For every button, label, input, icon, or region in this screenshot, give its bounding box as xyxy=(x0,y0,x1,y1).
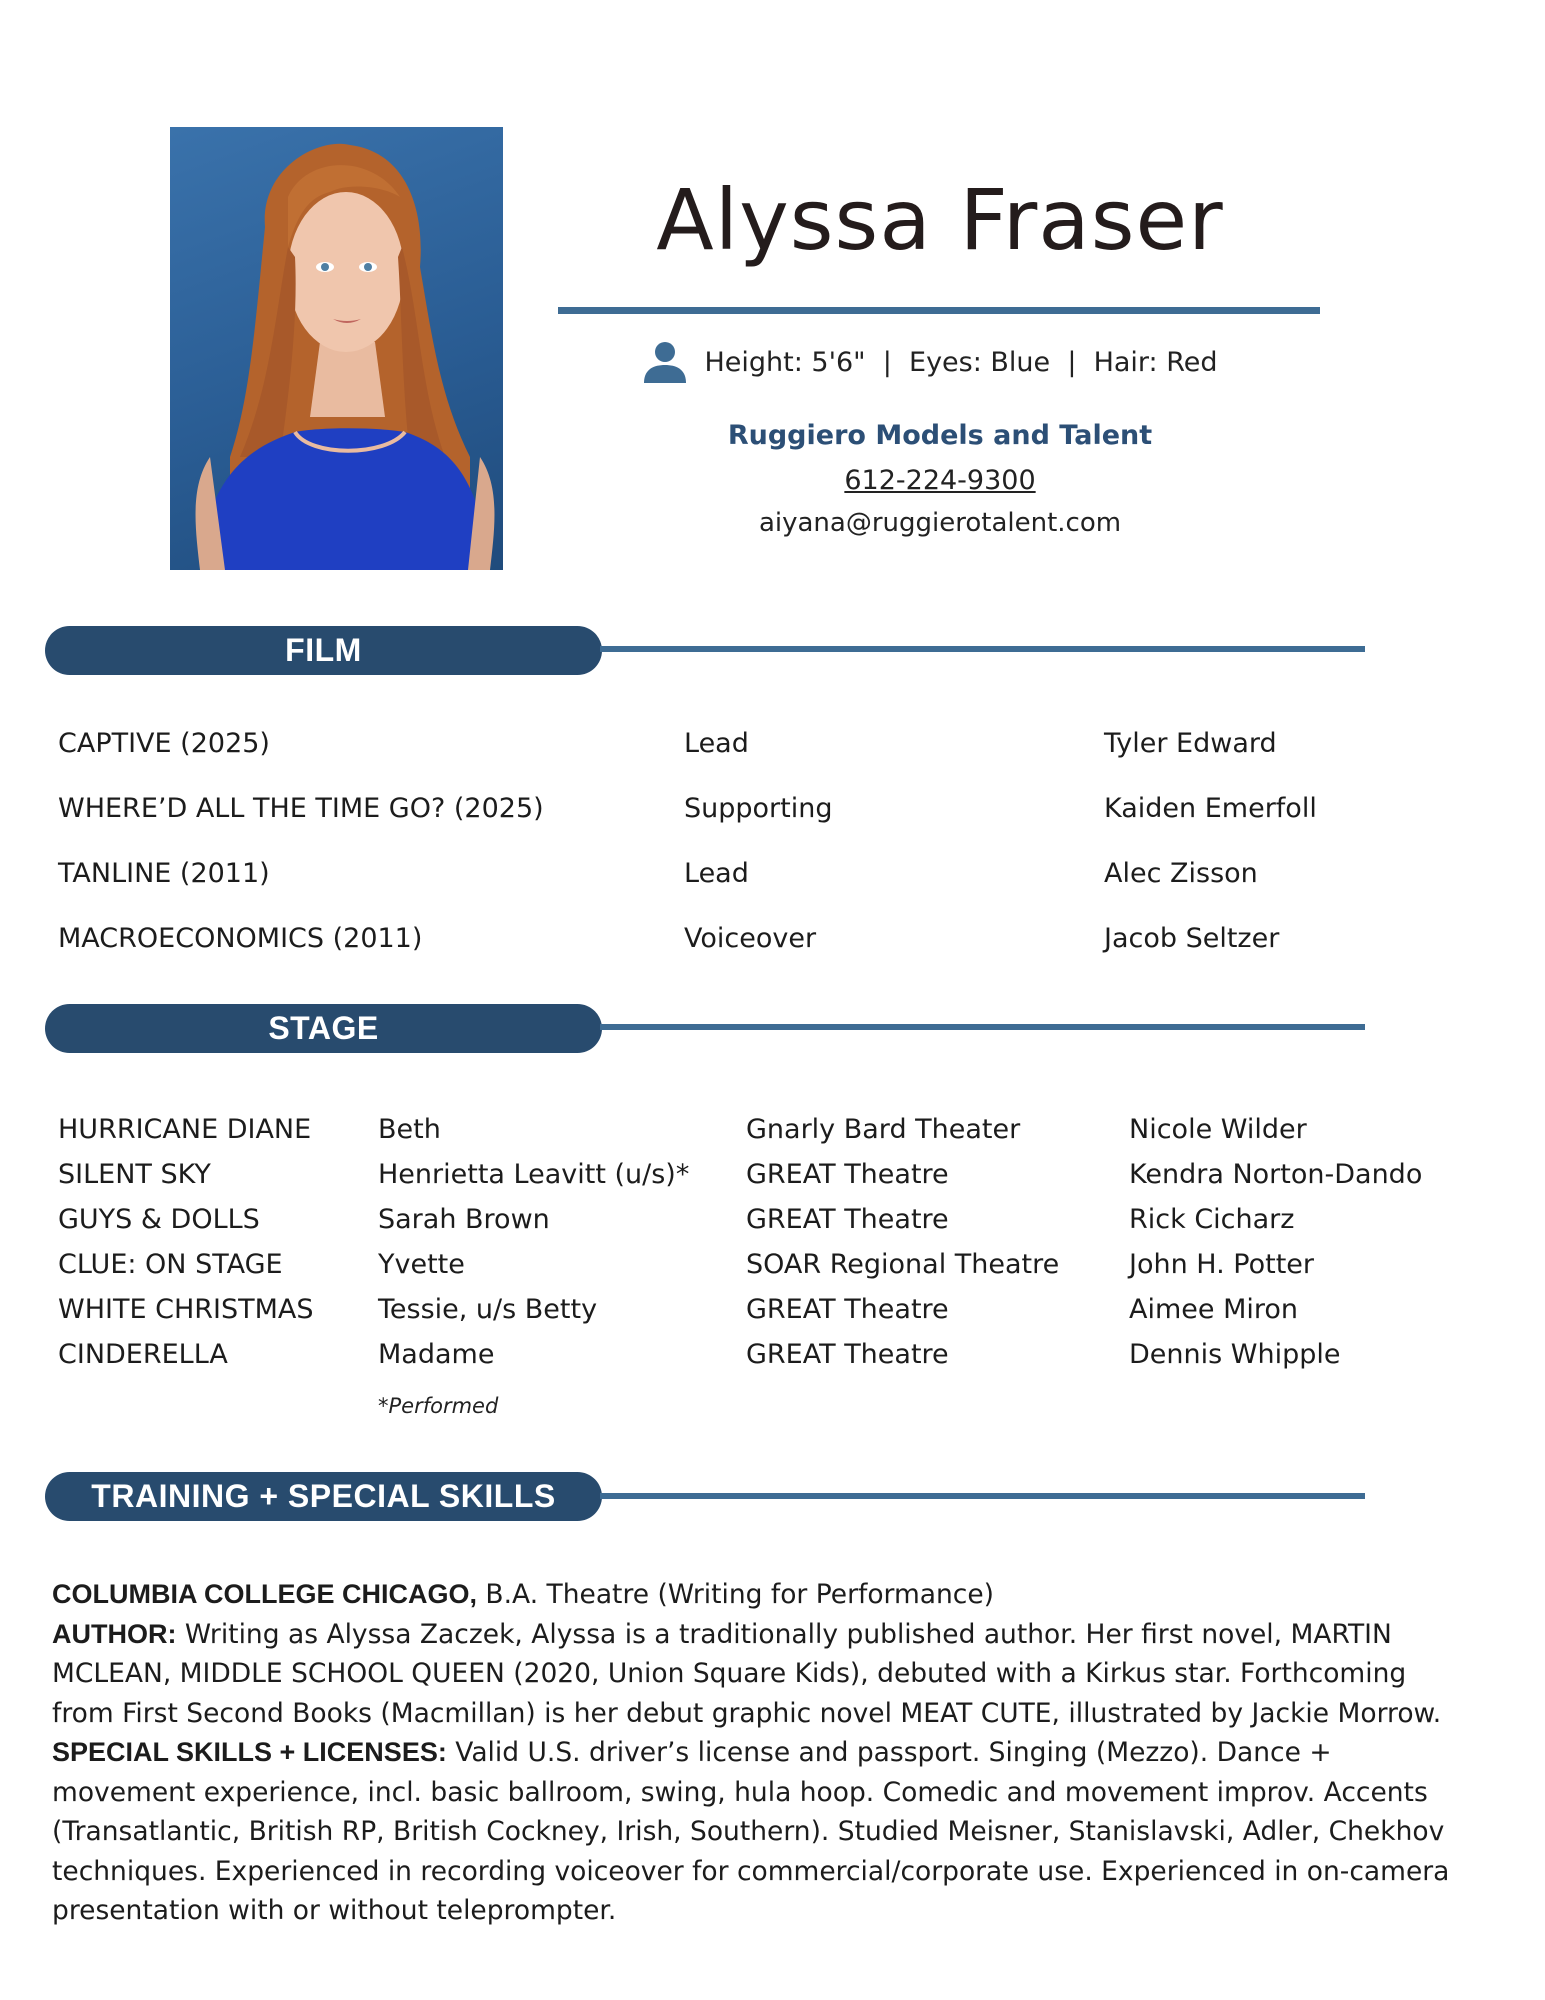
stage-role: Tessie, u/s Betty xyxy=(378,1294,598,1325)
stage-director: Dennis Whipple xyxy=(1129,1339,1341,1370)
performed-note: *Performed xyxy=(378,1394,499,1418)
stage-role: Sarah Brown xyxy=(378,1204,550,1235)
stage-title: CLUE: ON STAGE xyxy=(58,1249,283,1280)
stage-title: GUYS & DOLLS xyxy=(58,1204,260,1235)
section-header-stage: STAGE xyxy=(45,1004,602,1053)
film-title: CAPTIVE (2025) xyxy=(58,728,270,759)
stats-text: Height: 5'6" | Eyes: Blue | Hair: Red xyxy=(704,346,1218,378)
stage-theater: GREAT Theatre xyxy=(746,1294,949,1325)
film-title: TANLINE (2011) xyxy=(58,858,270,889)
skills-paragraph xyxy=(52,1733,1452,1931)
section-divider-training xyxy=(600,1493,1365,1499)
stage-director: Rick Cicharz xyxy=(1129,1204,1295,1235)
stage-role: Henrietta Leavitt (u/s)* xyxy=(378,1159,690,1190)
stage-title: SILENT SKY xyxy=(58,1159,211,1190)
author-text: Writing as Alyssa Zaczek, Alyssa is a traditionally published author. Her first novel, MARTIN MCLEAN, MIDDLE SCHOOL QUEEN (2020, Union Square Kids), debuted with a Kirkus star. Forthcoming from First Second Books (Macmillan) is her debut graphic novel MEAT CUTE, illustrated by Jackie Morrow. xyxy=(52,1618,1442,1729)
stage-title: WHITE CHRISTMAS xyxy=(58,1294,314,1325)
stage-theater: Gnarly Bard Theater xyxy=(746,1114,1021,1145)
film-role: Voiceover xyxy=(684,923,817,954)
agency-email[interactable]: aiyana@ruggierotalent.com xyxy=(758,508,1122,538)
education-label: COLUMBIA COLLEGE CHICAGO, xyxy=(52,1579,477,1609)
actor-name: Alyssa Fraser xyxy=(656,171,1224,269)
film-title: WHERE’D ALL THE TIME GO? (2025) xyxy=(58,793,544,824)
section-header-training: TRAINING + SPECIAL SKILLS xyxy=(45,1472,602,1521)
stage-role: Yvette xyxy=(378,1249,465,1280)
film-role: Lead xyxy=(684,858,749,889)
name-divider xyxy=(558,307,1320,314)
stage-theater: GREAT Theatre xyxy=(746,1204,949,1235)
stage-theater: GREAT Theatre xyxy=(746,1339,949,1370)
stage-role: Beth xyxy=(378,1114,441,1145)
section-divider-film xyxy=(600,646,1365,652)
agency-phone-link[interactable]: 612-224-9300 xyxy=(844,465,1036,496)
stage-title: CINDERELLA xyxy=(58,1339,228,1370)
film-director: Jacob Seltzer xyxy=(1104,923,1280,954)
film-director: Tyler Edward xyxy=(1104,728,1277,759)
stage-director: Aimee Miron xyxy=(1129,1294,1299,1325)
film-title: MACROECONOMICS (2011) xyxy=(58,923,423,954)
education-text: B.A. Theatre (Writing for Performance) xyxy=(477,1579,995,1610)
stage-role: Madame xyxy=(378,1339,495,1370)
stage-director: Kendra Norton-Dando xyxy=(1129,1159,1423,1190)
section-divider-stage xyxy=(600,1024,1365,1030)
skills-text: Valid U.S. driver’s license and passport. Singing (Mezzo). Dance + movement experience, incl. basic ballroom, swing, hula hoop. Comedic and movement improv. Accents (Transatlantic, British RP, British Cockney, Irish, Southern). Studied Meisner, Stanislavski, Adler, Chekhov techniques. Experienced in recording voiceover for commercial/corporate use. Experienced in on-camera presentation with or without teleprompter. xyxy=(52,1737,1450,1926)
agency-name: Ruggiero Models and Talent xyxy=(727,420,1153,451)
headshot-photo xyxy=(170,127,503,570)
stage-theater: SOAR Regional Theatre xyxy=(746,1249,1060,1280)
author-label: AUTHOR: xyxy=(52,1618,177,1649)
film-director: Kaiden Emerfoll xyxy=(1104,793,1317,824)
film-director: Alec Zisson xyxy=(1104,858,1258,889)
stage-title: HURRICANE DIANE xyxy=(58,1114,312,1145)
person-icon xyxy=(642,339,688,385)
stage-director: Nicole Wilder xyxy=(1129,1114,1307,1145)
skills-label: SPECIAL SKILLS + LICENSES: xyxy=(52,1737,447,1767)
film-role: Lead xyxy=(684,728,749,759)
physical-stats xyxy=(640,342,1220,382)
film-role: Supporting xyxy=(684,793,833,824)
section-header-film: FILM xyxy=(45,626,602,675)
education-paragraph xyxy=(52,1575,1452,1615)
author-paragraph xyxy=(52,1615,1452,1734)
stage-director: John H. Potter xyxy=(1129,1249,1315,1280)
training-block xyxy=(52,1575,1452,1931)
stage-theater: GREAT Theatre xyxy=(746,1159,949,1190)
